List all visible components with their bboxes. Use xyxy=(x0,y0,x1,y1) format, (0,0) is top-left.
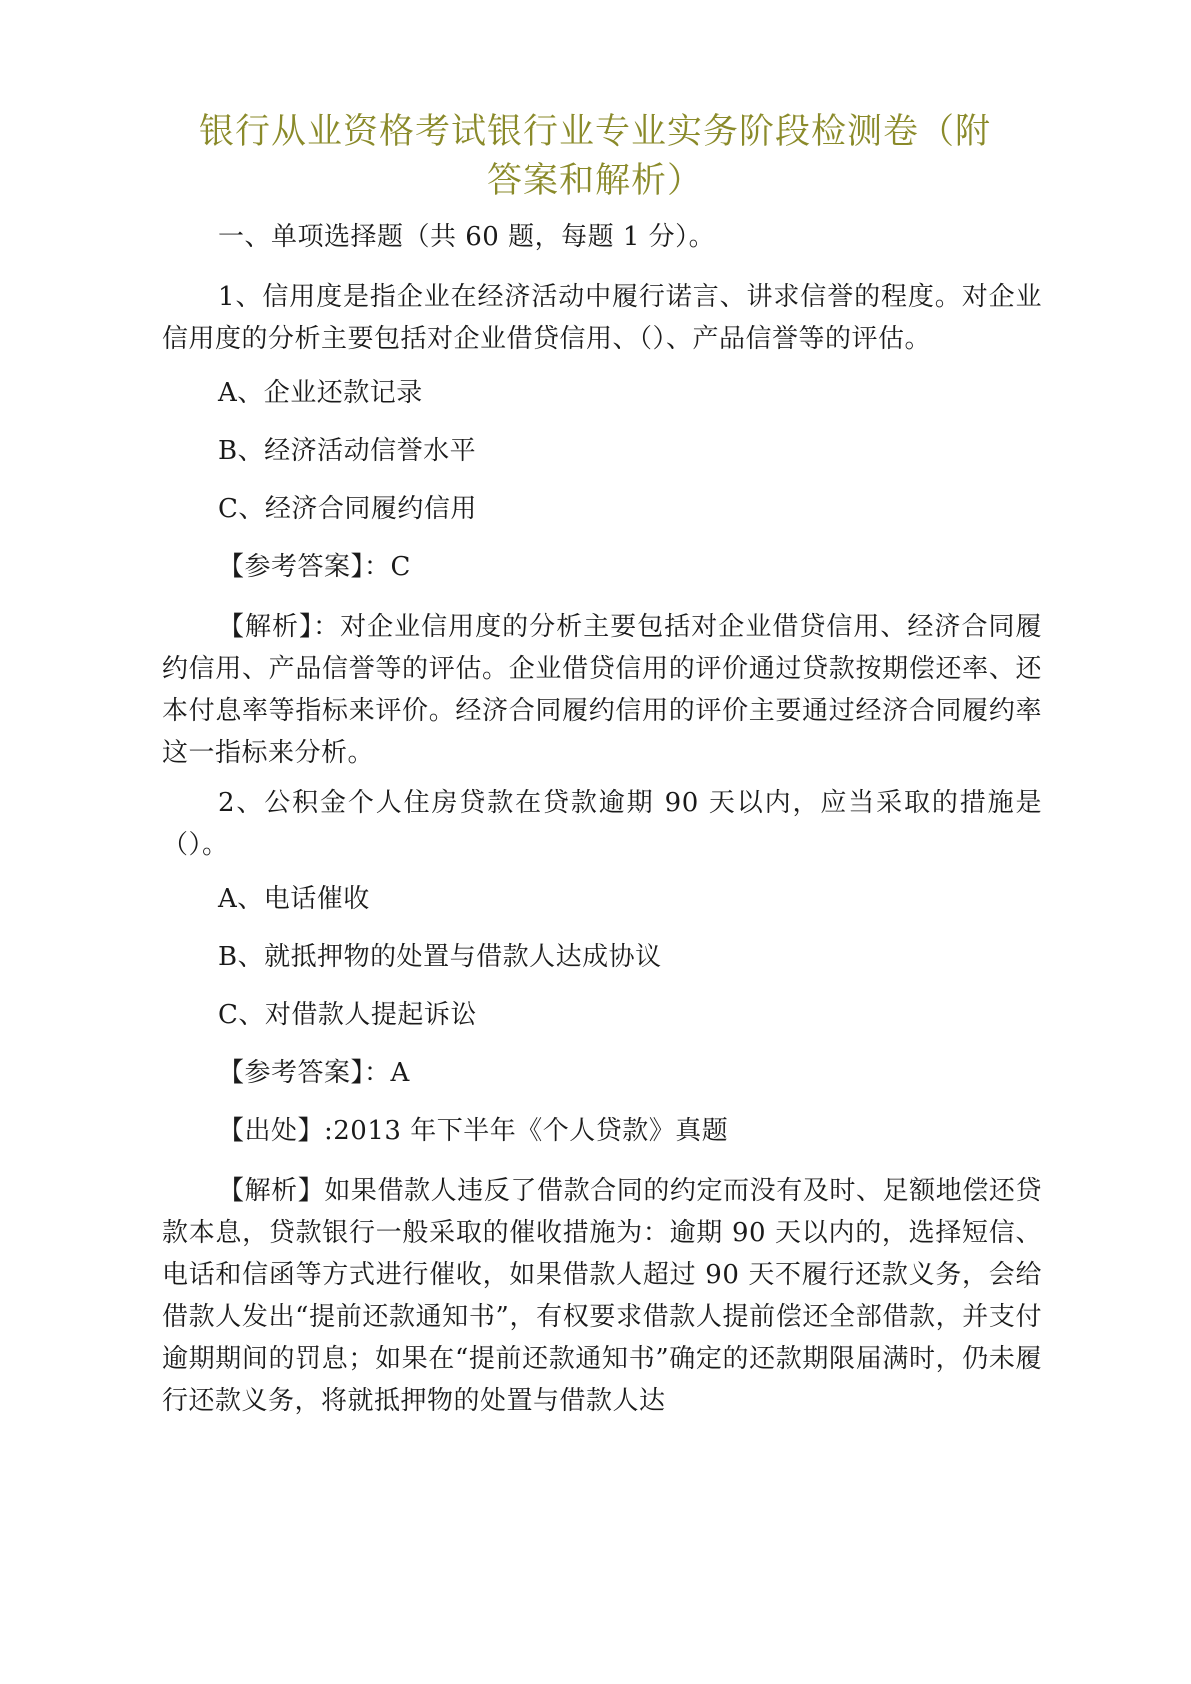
question-2-option-c: C、对借款人提起诉讼 xyxy=(218,1000,477,1030)
question-2-stem: 2、公积金个人住房贷款在贷款逾期 90 天以内，应当采取的措施是（）。 xyxy=(162,788,1042,860)
question-2-option-a: A、电话催收 xyxy=(218,884,370,914)
question-1-option-c: C、经济合同履约信用 xyxy=(218,494,477,524)
question-1-answer: 【参考答案】：C xyxy=(218,552,411,582)
title-line-2: 答案和解析） xyxy=(486,161,703,201)
document-title xyxy=(160,108,1030,206)
section-heading: 一、单项选择题（共 60 题，每题 1 分）。 xyxy=(218,222,716,252)
title-line-1: 银行从业资格考试银行业专业实务阶段检测卷（附 xyxy=(198,112,991,152)
question-1-option-b: B、经济活动信誉水平 xyxy=(218,436,477,466)
question-2-source: 【出处】:2013 年下半年《个人贷款》真题 xyxy=(218,1116,729,1146)
question-2-option-b: B、就抵押物的处置与借款人达成协议 xyxy=(218,942,662,972)
question-1-option-a: A、企业还款记录 xyxy=(218,378,423,408)
question-1-analysis: 【解析】：对企业信用度的分析主要包括对企业借贷信用、经济合同履约信用、产品信誉等的评估。企业借贷信用的评价通过贷款按期偿还率、还本付息率等指标来评价。经济合同履约信用的评价主要通过经济合同履约率这一指标来分析。 xyxy=(162,612,1042,768)
question-2-analysis: 【解析】如果借款人违反了借款合同的约定而没有及时、足额地偿还贷款本息，贷款银行一般采取的催收措施为：逾期 90 天以内的，选择短信、电话和信函等方式进行催收，如果借款人超过 90 天不履行还款义务，会给借款人发出“提前还款通知书”，有权要求借款人提前偿还全部借款，并支付逾期期间的罚息；如果在“提前还款通知书”确定的还款期限届满时，仍未履行还款义务，将就抵押物的处置与借款人达 xyxy=(162,1176,1042,1416)
question-1-stem: 1、信用度是指企业在经济活动中履行诺言、讲求信誉的程度。对企业信用度的分析主要包括对企业借贷信用、（）、产品信誉等的评估。 xyxy=(162,282,1042,354)
question-2-answer: 【参考答案】：A xyxy=(218,1058,410,1088)
